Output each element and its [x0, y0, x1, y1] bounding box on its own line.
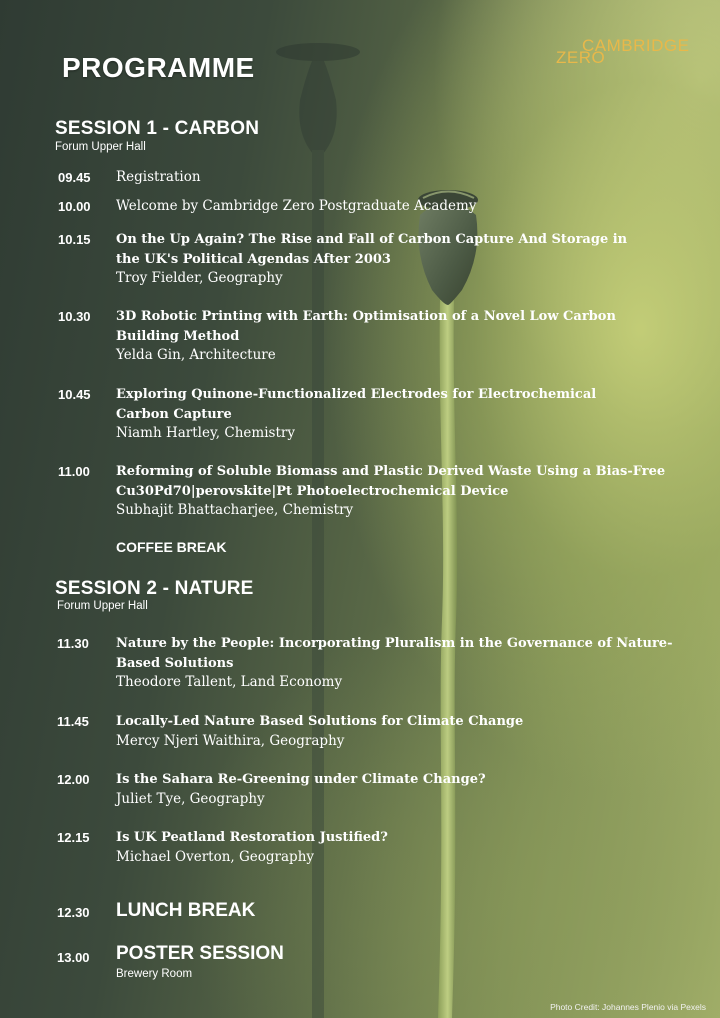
talk-title-cont: Cu30Pd70|perovskite|Pt Photoelectrochemical Device — [116, 483, 509, 499]
speaker: Yelda Gin, Architecture — [116, 347, 276, 363]
coffee-break-label: COFFEE BREAK — [116, 539, 227, 555]
poster-time: 13.00 — [57, 950, 90, 965]
poster-venue: Brewery Room — [116, 968, 193, 980]
speaker: Troy Fielder, Geography — [116, 270, 283, 286]
item-time: 12.00 — [57, 772, 90, 787]
speaker: Mercy Njeri Waithira, Geography — [116, 732, 345, 749]
session2-title: SESSION 2 - NATURE — [55, 578, 254, 599]
talk-title: Is UK Peatland Restoration Justified? — [116, 830, 388, 845]
speaker: Subhajit Bhattacharjee, Chemistry — [116, 502, 354, 518]
cambridge-zero-logo — [556, 34, 696, 94]
poster-session-label: POSTER SESSION — [116, 943, 284, 964]
item-text: Welcome by Cambridge Zero Postgraduate Academy — [116, 198, 477, 214]
item-time: 11.00 — [58, 464, 90, 479]
talk-title: Locally-Led Nature Based Solutions for Climate Change — [116, 714, 524, 729]
talk-title: Exploring Quinone-Functionalized Electrodes for Electrochemical — [116, 387, 597, 402]
talk-title: Is the Sahara Re-Greening under Climate Change? — [116, 772, 486, 787]
item-text: Registration — [116, 169, 201, 185]
photo-credit: Photo Credit: Johannes Plenio via Pexels — [550, 1002, 706, 1012]
item-time: 10.00 — [58, 199, 91, 214]
talk-title: Nature by the People: Incorporating Pluralism in the Governance of Nature- — [116, 636, 673, 651]
talk-title: On the Up Again? The Rise and Fall of Carbon Capture And Storage in — [116, 232, 628, 247]
speaker: Michael Overton, Geography — [116, 848, 315, 865]
lunch-row — [0, 900, 720, 926]
lunch-time: 12.30 — [57, 905, 90, 920]
logo-zero-text: ZERO — [556, 48, 606, 67]
item-time: 09.45 — [58, 170, 91, 185]
item-time: 11.45 — [57, 714, 89, 729]
speaker: Niamh Hartley, Chemistry — [116, 425, 295, 441]
page-title: PROGRAMME — [62, 52, 255, 83]
talk-title: 3D Robotic Printing with Earth: Optimisation of a Novel Low Carbon — [116, 309, 616, 324]
speaker: Juliet Tye, Geography — [116, 790, 265, 807]
item-time: 10.45 — [58, 387, 91, 402]
logo-cambridge-text: CAMBRIDGE — [582, 36, 690, 55]
talk-title: Reforming of Soluble Biomass and Plastic Derived Waste Using a Bias-Free — [116, 464, 666, 479]
item-time: 10.30 — [58, 309, 91, 324]
item-time: 10.15 — [58, 232, 91, 247]
session1-venue: Forum Upper Hall — [55, 141, 146, 153]
talk-title-cont: Carbon Capture — [116, 406, 232, 422]
session2-venue: Forum Upper Hall — [57, 600, 148, 612]
talk-title-cont: Building Method — [116, 328, 240, 344]
item-time: 12.15 — [57, 830, 90, 845]
talk-title-cont: Based Solutions — [116, 655, 234, 671]
poster-row — [0, 943, 720, 989]
lunch-break-label: LUNCH BREAK — [116, 900, 256, 921]
item-time: 11.30 — [57, 636, 89, 651]
session1-title: SESSION 1 - CARBON — [55, 118, 260, 139]
talk-title-cont: the UK's Political Agendas After 2003 — [116, 251, 391, 267]
speaker: Theodore Tallent, Land Economy — [116, 674, 343, 690]
